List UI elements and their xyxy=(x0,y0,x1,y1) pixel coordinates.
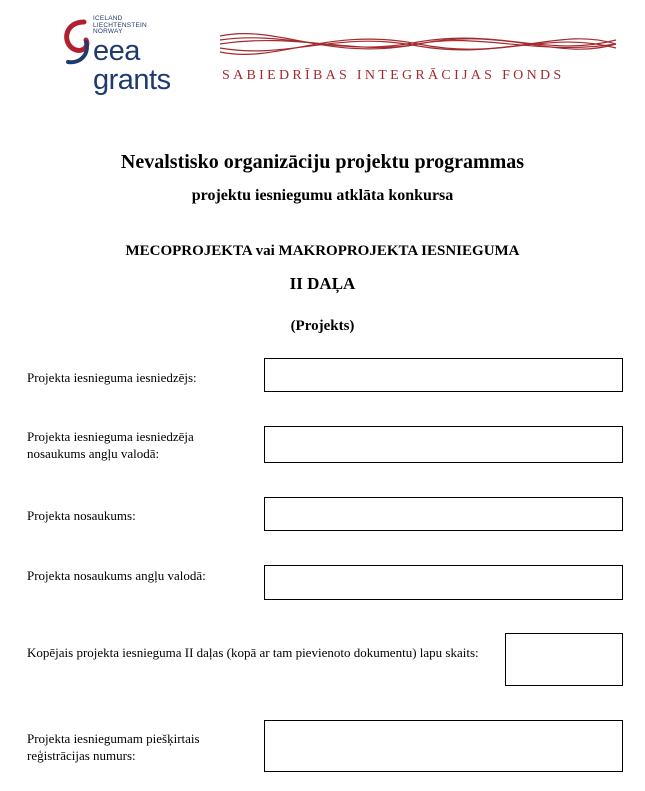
reg-number-field[interactable] xyxy=(264,720,623,772)
fund-weave-icon xyxy=(218,22,618,66)
project-name-en-field[interactable] xyxy=(264,565,623,600)
title-line-4: II DAĻA xyxy=(289,274,356,293)
applicant-field[interactable] xyxy=(264,358,623,392)
project-name-en-label: Projekta nosaukums angļu valodā: xyxy=(27,568,206,583)
title-line-1: Nevalstisko organizāciju projektu programmas xyxy=(120,151,525,173)
applicant-label: Projekta iesnieguma iesniedzējs: xyxy=(27,370,197,385)
page-count-field[interactable] xyxy=(505,633,623,686)
eea-countries xyxy=(93,16,147,36)
grants-word: grants xyxy=(93,64,171,96)
title-line-3: MECOPROJEKTA vai MAKROPROJEKTA IESNIEGUMA xyxy=(125,243,520,259)
country-norway: NORWAY xyxy=(93,28,123,35)
project-name-label: Projekta nosaukums: xyxy=(27,508,136,523)
fund-name: SABIEDRĪBAS INTEGRĀCIJAS FONDS xyxy=(222,68,565,83)
fund-logo xyxy=(218,22,618,90)
applicant-en-field[interactable] xyxy=(264,426,623,463)
eea-word: eea xyxy=(93,35,140,67)
project-name-field[interactable] xyxy=(264,497,623,531)
title-line-2: projektu iesniegumu atklāta konkursa xyxy=(191,187,454,204)
country-iceland: ICELAND xyxy=(93,15,123,22)
eea-grants-logo xyxy=(60,14,184,102)
country-liechtenstein: LIECHTENSTEIN xyxy=(93,21,147,29)
reg-number-label: Projekta iesniegumam piešķirtais reģistrācijas numurs: xyxy=(27,731,200,763)
applicant-en-label: Projekta iesnieguma iesniedzēja nosaukums angļu valodā: xyxy=(27,429,194,461)
title-line-5: (Projekts) xyxy=(290,318,355,334)
page-count-label: Kopējais projekta iesnieguma II daļas (kopā ar tam pievienoto dokumentu) lapu skaits: xyxy=(27,645,479,660)
eea-swirl-icon xyxy=(60,18,94,68)
